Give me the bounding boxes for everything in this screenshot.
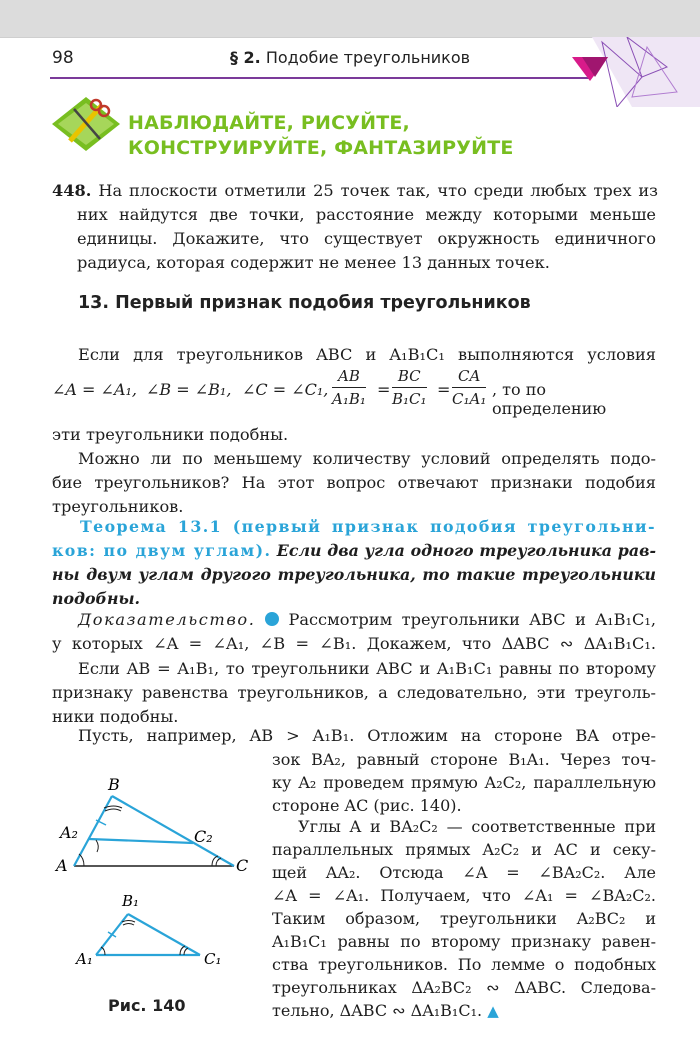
figure-caption: Рис. 140 <box>108 996 186 1015</box>
proof-end-icon: ▲ <box>487 1002 499 1020</box>
problem-line-2: них найдутся две точки, расстояние между которыми меньше <box>77 205 656 224</box>
label-c: C <box>236 856 249 875</box>
section-heading-line2: КОНСТРУИРУЙТЕ, ФАНТАЗИРУЙТЕ <box>128 137 514 159</box>
intro-para2-line3: треугольников. <box>52 497 184 516</box>
corner-ornament-icon <box>572 37 700 107</box>
proof-text-1: Рассмотрим треугольники ABC и A₁B₁C₁, <box>288 610 656 629</box>
right-col2-8: треугольниках ΔA₂BC₂ ∾ ΔABC. Следова- <box>272 978 656 997</box>
right-col2-3: щей AA₂. Отсюда ∠A = ∠BA₂C₂. Але <box>272 863 656 882</box>
theorem-statement-2: ны двум углам другого треугольника, то такие треугольники <box>52 565 656 584</box>
ratio-ca-num: CA <box>452 367 486 388</box>
equals-1: = <box>377 380 391 399</box>
proof-para2-1: Если AB = A₁B₁, то треугольники ABC и A₁B₁C₁ равны по второму <box>78 659 656 678</box>
problem-line-4: радиуса, которая содержит не менее 13 данных точек. <box>77 253 550 272</box>
intro-line-1: Если для треугольников ABC и A₁B₁C₁ выполняются условия <box>78 345 656 364</box>
section-title: Подобие треугольников <box>265 48 471 67</box>
tools-icon <box>50 95 122 153</box>
section-heading-line1: НАБЛЮДАЙТЕ, РИСУЙТЕ, <box>128 112 410 134</box>
condition-angle-a: ∠A = ∠A₁, <box>52 380 137 399</box>
right-col2-1: Углы A и BA₂C₂ — соответственные при <box>298 817 656 836</box>
header-rule <box>50 77 590 79</box>
similarity-conditions <box>52 367 662 417</box>
side-ab <box>74 796 112 866</box>
label-a1: A₁ <box>76 950 93 968</box>
proof-line2: у которых ∠A = ∠A₁, ∠B = ∠B₁. Докажем, что ΔABC ∾ ΔA₁B₁C₁. <box>52 634 656 653</box>
section-mark: § 2. <box>229 48 261 67</box>
conditions-tail: , то по определению <box>492 380 607 418</box>
intro-para2-line2: бие треугольников? На этот вопрос отвечают признаки подобия <box>52 473 656 492</box>
right-col2-9 <box>272 999 656 1023</box>
proof-para2-2: признаку равенства треугольников, а следовательно, эти треуголь- <box>52 683 656 702</box>
label-a2: A₂ <box>60 823 78 842</box>
problem-number: 448. <box>52 181 92 200</box>
right-col2-5: Таким образом, треугольники A₂BC₂ и <box>272 909 656 928</box>
ratio-ab-den: A₁B₁ <box>332 390 366 408</box>
right-col2-7: ства треугольников. По лемме о подобных <box>272 955 656 974</box>
proof-label: Доказательство. <box>78 610 256 629</box>
theorem-line2 <box>52 539 656 563</box>
ratio-ca-den: C₁A₁ <box>452 390 487 408</box>
angle-arc-a2 <box>96 840 98 852</box>
subsection-title: 13. Первый признак подобия треугольников <box>78 293 531 313</box>
ratio-bc <box>392 367 427 408</box>
ratio-ab <box>332 367 366 408</box>
proof-para3-1: Пусть, например, AB > A₁B₁. Отложим на стороне BA отре- <box>78 726 656 745</box>
right-col-2: ку A₂ проведем прямую A₂C₂, параллельную <box>272 773 656 792</box>
theorem-title-line1 <box>80 515 656 539</box>
side-bc <box>112 796 234 866</box>
proof-para2-3: ники подобны. <box>52 707 179 726</box>
intro-para2-line1: Можно ли по меньшему количеству условий определять подо- <box>78 449 656 468</box>
label-c1: C₁ <box>204 950 222 968</box>
theorem-statement-3: подобны. <box>52 589 141 608</box>
side-b1c1 <box>128 914 200 955</box>
intro-line-3: эти треугольники подобны. <box>52 425 289 444</box>
ratio-ab-num: AB <box>332 367 366 388</box>
segment-a2c2 <box>89 839 193 843</box>
angle-arc-b1b <box>123 924 134 926</box>
angle-arc-b2 <box>105 809 121 811</box>
proof-line1 <box>52 608 656 632</box>
right-col-1: зок BA₂, равный стороне B₁A₁. Через точ- <box>272 750 656 769</box>
condition-angle-b: ∠B = ∠B₁, <box>146 380 232 399</box>
viewer-top-bar <box>0 0 700 38</box>
equals-2: = <box>437 380 451 399</box>
right-col2-2: параллельных прямых A₂C₂ и AC и секу- <box>272 840 656 859</box>
section-heading <box>128 111 514 161</box>
label-c2: C₂ <box>194 827 213 846</box>
ratio-ca <box>452 367 486 408</box>
problem-text-1: На плоскости отметили 25 точек так, что среди любых трех из <box>98 181 658 200</box>
right-col2-4: ∠A = ∠A₁. Получаем, что ∠A₁ = ∠BA₂C₂. <box>272 886 656 905</box>
label-a: A <box>56 856 68 875</box>
theorem-title-end: ков: по двум углам). <box>52 541 272 560</box>
theorem-title: Теорема 13.1 (первый признак подобия треугольни- <box>80 517 656 536</box>
smile-icon <box>265 612 279 626</box>
page-number: 98 <box>52 48 74 68</box>
ratio-bc-den: B₁C₁ <box>392 390 427 408</box>
right-col2-6: A₁B₁C₁ равны по второму признаку равен- <box>272 932 656 951</box>
problem-line-1 <box>52 179 658 203</box>
label-b1: B₁ <box>122 892 140 910</box>
figure-140-drawing <box>52 770 267 985</box>
condition-angle-c: ∠C = ∠C₁, <box>242 380 329 399</box>
conclusion-text: тельно, ΔABC ∾ ΔA₁B₁C₁. <box>272 1001 483 1020</box>
problem-line-3: единицы. Докажите, что существует окружность единичного <box>77 229 656 248</box>
label-b: B <box>108 775 120 794</box>
theorem-statement-1: Если два угла одного треугольника рав- <box>276 541 656 560</box>
right-col-3: стороне AC (рис. 140). <box>272 796 462 815</box>
ratio-bc-num: BC <box>392 367 427 388</box>
